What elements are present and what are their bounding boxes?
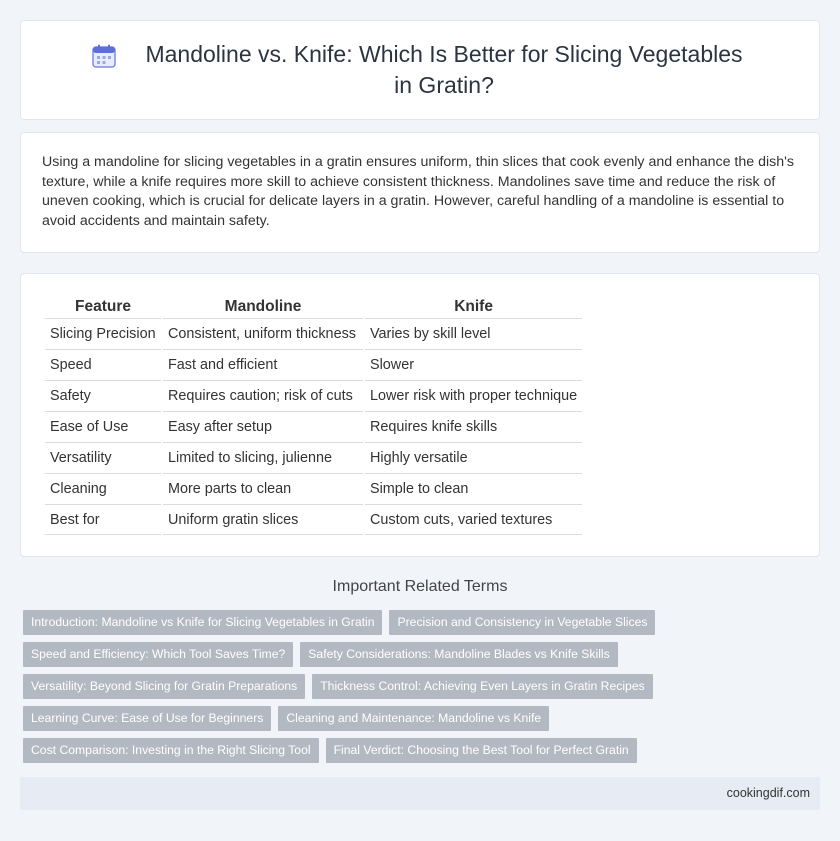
related-term-link[interactable]: Final Verdict: Choosing the Best Tool for Perfect Gratin [326,738,637,763]
title-wrap [21,21,819,119]
header-feature: Feature [75,298,131,315]
intro-paragraph: Using a mandoline for slicing vegetables in a gratin ensures uniform, thin slices that cook evenly and enhance the dish's texture, while a knife requires more skill to achieve consistent thickness. Mandolines save time and reduce the risk of uneven cooking, which is crucial for delicate layers in a gratin. However, careful handling of a mandoline is essential to avoid accidents and maintain safety. [42,154,794,229]
cell-feature: Ease of Use [45,411,161,442]
table-row [45,349,582,380]
cell-knife: Lower risk with proper technique [365,380,582,411]
cell-mandoline: Consistent, uniform thickness [163,318,363,349]
table-row [45,473,582,504]
table-header-row [45,296,582,318]
cell-mandoline: Fast and efficient [163,349,363,380]
related-term-link[interactable]: Versatility: Beyond Slicing for Gratin Preparations [23,674,305,699]
tag-row [23,642,823,667]
cell-feature: Versatility [45,442,161,473]
tag-row [23,738,823,763]
cell-mandoline: More parts to clean [163,473,363,504]
table-row [45,442,582,473]
related-term-link[interactable]: Safety Considerations: Mandoline Blades vs Knife Skills [300,642,617,667]
header-card [20,20,820,120]
cell-mandoline: Limited to slicing, julienne [163,442,363,473]
table-row [45,380,582,411]
cell-knife: Varies by skill level [365,318,582,349]
cell-feature: Cleaning [45,473,161,504]
cell-feature: Safety [45,380,161,411]
table-row [45,411,582,442]
cell-knife: Custom cuts, varied textures [365,504,582,535]
page-title: Mandoline vs. Knife: Which Is Better for Slicing Vegetables in Gratin? [145,41,743,98]
cell-knife: Simple to clean [365,473,582,504]
tag-row [23,674,823,699]
comparison-table [43,296,584,535]
cell-knife: Requires knife skills [365,411,582,442]
cell-mandoline: Requires caution; risk of cuts [163,380,363,411]
cell-knife: Highly versatile [365,442,582,473]
table-row [45,504,582,535]
cell-mandoline: Easy after setup [163,411,363,442]
related-term-link[interactable]: Thickness Control: Achieving Even Layers in Gratin Recipes [312,674,652,699]
cell-feature: Slicing Precision [45,318,161,349]
header-knife: Knife [454,298,493,315]
footer [20,777,820,810]
cell-feature: Speed [45,349,161,380]
tag-row [23,610,823,635]
table-row [45,318,582,349]
header-mandoline: Mandoline [224,298,302,315]
related-term-link[interactable]: Precision and Consistency in Vegetable Slices [389,610,655,635]
comparison-card [20,273,820,557]
cell-mandoline: Uniform gratin slices [163,504,363,535]
related-term-link[interactable]: Speed and Efficiency: Which Tool Saves Time? [23,642,293,667]
cell-feature: Best for [45,504,161,535]
cell-knife: Slower [365,349,582,380]
related-term-link[interactable]: Introduction: Mandoline vs Knife for Slicing Vegetables in Gratin [23,610,382,635]
calendar-icon [91,43,117,69]
intro-card [20,132,820,253]
related-terms-list [23,610,823,770]
related-term-link[interactable]: Cost Comparison: Investing in the Right Slicing Tool [23,738,319,763]
related-term-link[interactable]: Cleaning and Maintenance: Mandoline vs Knife [278,706,549,731]
related-term-link[interactable]: Learning Curve: Ease of Use for Beginners [23,706,271,731]
tag-row [23,706,823,731]
related-terms-title: Important Related Terms [332,578,508,595]
site-link[interactable]: cookingdif.com [726,786,810,800]
